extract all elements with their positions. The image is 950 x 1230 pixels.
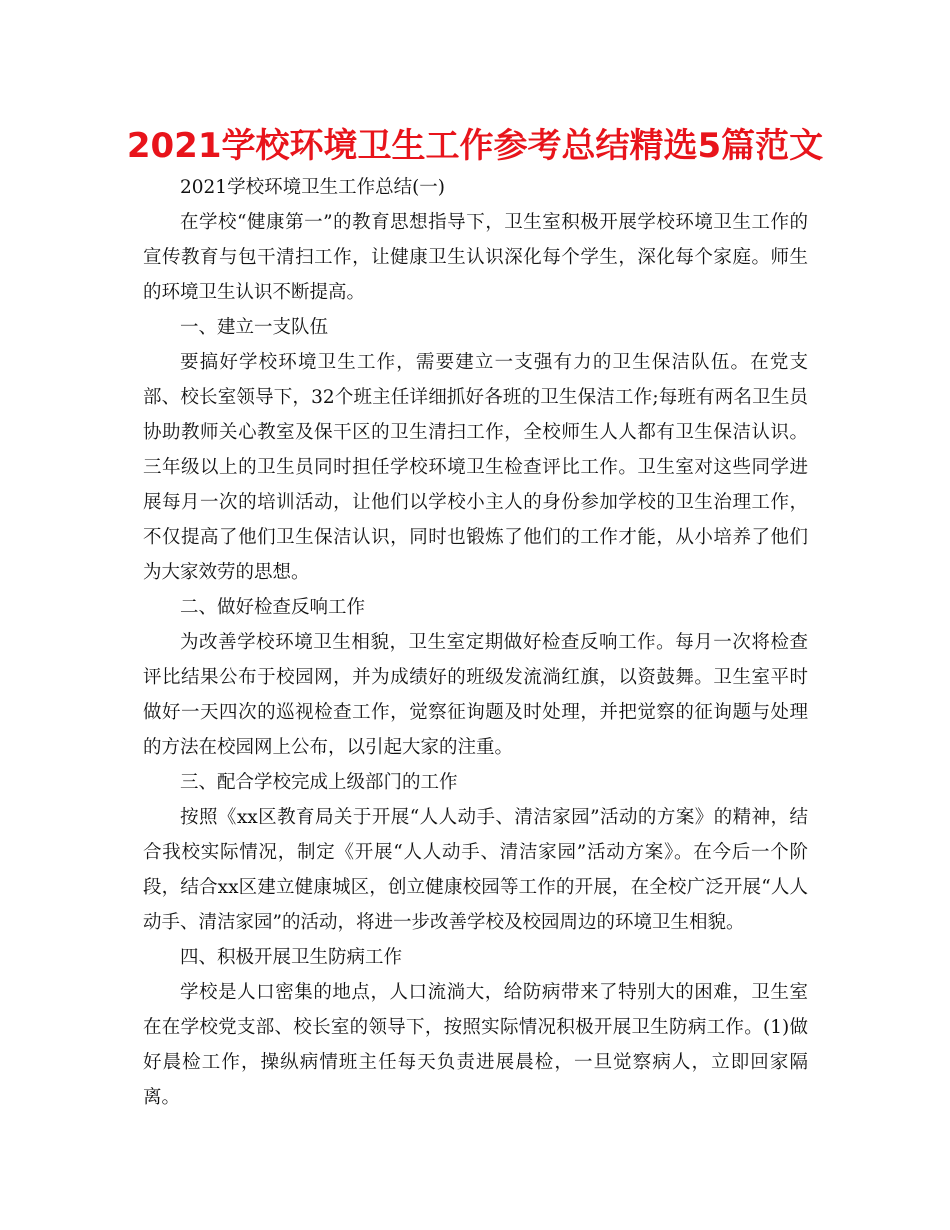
section-heading: 2021学校环境卫生工作总结(一) [180,177,446,198]
body-paragraph: 学校是人口密集的地点，人口流淌大，给防病带来了特别大的困难，卫生室在在学校党支部、校长室的领导下，按照实际情况积极开展卫生防病工作。(1)做好晨检工作，操纵病情班主任每天负责进展晨检，一旦觉察病人，立即回家隔离。 [143,982,808,1108]
section-heading: 二、做好检查反响工作 [180,597,366,618]
body-paragraph: 要搞好学校环境卫生工作，需要建立一支强有力的卫生保洁队伍。在党支部、校长室领导下，32个班主任详细抓好各班的卫生保洁工作;每班有两名卫生员协助教师关心教室及保干区的卫生清扫工作，全校师生人人都有卫生保洁认识。三年级以上的卫生员同时担任学校环境卫生检查评比工作。卫生室对这些同学进展每月一次的培训活动，让他们以学校小主人的身份参加学校的卫生治理工作，不仅提高了他们卫生保洁认识，同时也锻炼了他们的工作才能，从小培养了他们为大家效劳的思想。 [143,352,808,583]
body-paragraph: 在学校“健康第一”的教育思想指导下，卫生室积极开展学校环境卫生工作的宣传教育与包干清扫工作，让健康卫生认识深化每个学生，深化每个家庭。师生的环境卫生认识不断提高。 [143,212,808,303]
document-body [143,170,808,1115]
body-paragraph: 按照《xx区教育局关于开展“人人动手、清洁家园”活动的方案》的精神，结合我校实际情况，制定《开展“人人动手、清洁家园”活动方案》。在今后一个阶段，结合xx区建立健康城区，创立健康校园等工作的开展，在全校广泛开展“人人动手、清洁家园”的活动，将进一步改善学校及校园周边的环境卫生相貌。 [143,807,808,933]
section-heading: 四、积极开展卫生防病工作 [180,947,403,968]
document-title: 2021学校环境卫生工作参考总结精选5篇范文 [126,126,824,166]
section-heading: 三、配合学校完成上级部门的工作 [180,772,458,793]
section-heading: 一、建立一支队伍 [180,317,329,338]
body-paragraph: 为改善学校环境卫生相貌，卫生室定期做好检查反响工作。每月一次将检查评比结果公布于校园网，并为成绩好的班级发流淌红旗，以资鼓舞。卫生室平时做好一天四次的巡视检查工作，觉察征询题及时处理，并把觉察的征询题与处理的方法在校园网上公布，以引起大家的注重。 [143,632,808,758]
